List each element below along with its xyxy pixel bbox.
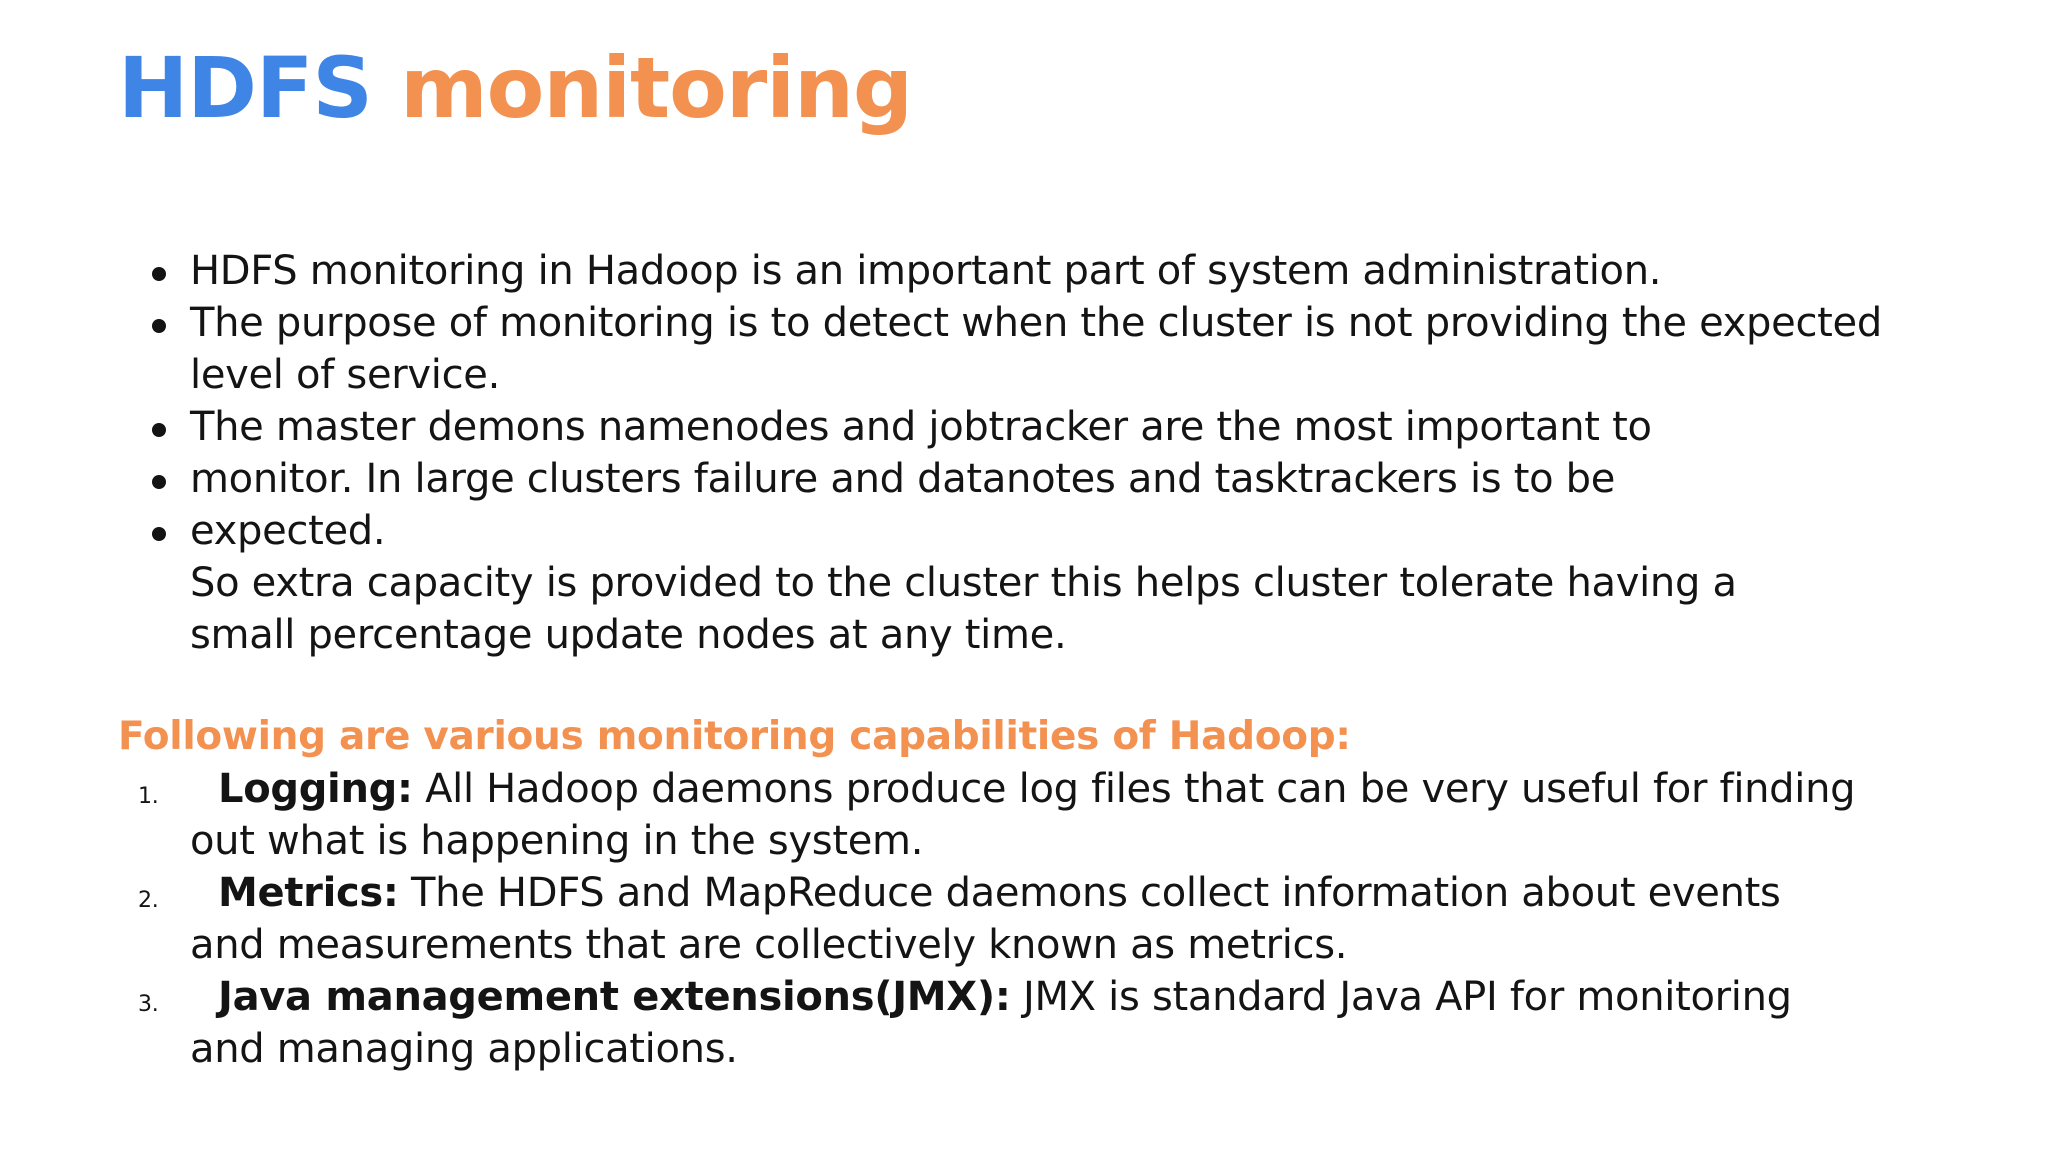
capabilities-list <box>138 763 1855 1075</box>
title-word-hdfs: HDFS <box>118 39 372 137</box>
capability-line <box>138 763 1855 815</box>
bullet-dot <box>152 319 166 333</box>
capability-term: Logging: <box>218 766 413 812</box>
capability-text: The HDFS and MapReduce daemons collect information about events <box>398 870 1781 916</box>
bullet-text: HDFS monitoring in Hadoop is an important part of system administration. <box>190 248 1662 294</box>
bullet-dot <box>152 267 166 281</box>
capability-item-logging <box>138 763 1855 867</box>
capability-term: Java management extensions(JMX): <box>218 974 1011 1020</box>
bullet-text: small percentage update nodes at any time. <box>190 612 1067 658</box>
capability-text: All Hadoop daemons produce log files that can be very useful for finding <box>412 766 1856 812</box>
bullet-text: monitor. In large clusters failure and datanotes and tasktrackers is to be <box>190 456 1616 502</box>
bullet-text: The master demons namenodes and jobtracker are the most important to <box>190 404 1652 450</box>
capabilities-heading: Following are various monitoring capabilities of Hadoop: <box>118 714 1351 759</box>
bullet-list <box>148 245 1882 661</box>
capability-term: Metrics: <box>218 870 399 916</box>
capability-continuation: and measurements that are collectively known as metrics. <box>190 922 1348 968</box>
bullet-text: So extra capacity is provided to the cluster this helps cluster tolerate having a <box>190 560 1737 606</box>
bullet-continuation-line <box>148 349 1882 401</box>
bullet-text: level of service. <box>190 352 500 398</box>
bullet-text: The purpose of monitoring is to detect when the cluster is not providing the expected <box>190 300 1882 346</box>
bullet-line <box>148 245 1882 297</box>
capability-line <box>138 971 1855 1023</box>
bullet-continuation-line <box>148 609 1882 661</box>
capability-continuation: and managing applications. <box>190 1026 738 1072</box>
capability-item-jmx <box>138 971 1855 1075</box>
bullet-line <box>148 297 1882 349</box>
item-number: 2. <box>138 888 159 913</box>
bullet-line <box>148 453 1882 505</box>
capability-line <box>138 867 1855 919</box>
capability-text: JMX is standard Java API for monitoring <box>1010 974 1792 1020</box>
bullet-line <box>148 505 1882 557</box>
capability-continuation: out what is happening in the system. <box>190 818 924 864</box>
bullet-dot <box>152 475 166 489</box>
item-number: 3. <box>138 992 159 1017</box>
item-number: 1. <box>138 784 159 809</box>
bullet-dot <box>152 423 166 437</box>
bullet-line <box>148 401 1882 453</box>
capability-item-metrics <box>138 867 1855 971</box>
bullet-text: expected. <box>190 508 386 554</box>
bullet-continuation-line <box>148 557 1882 609</box>
bullet-dot <box>152 527 166 541</box>
slide-title <box>118 32 912 144</box>
title-word-monitoring: monitoring <box>400 39 912 137</box>
